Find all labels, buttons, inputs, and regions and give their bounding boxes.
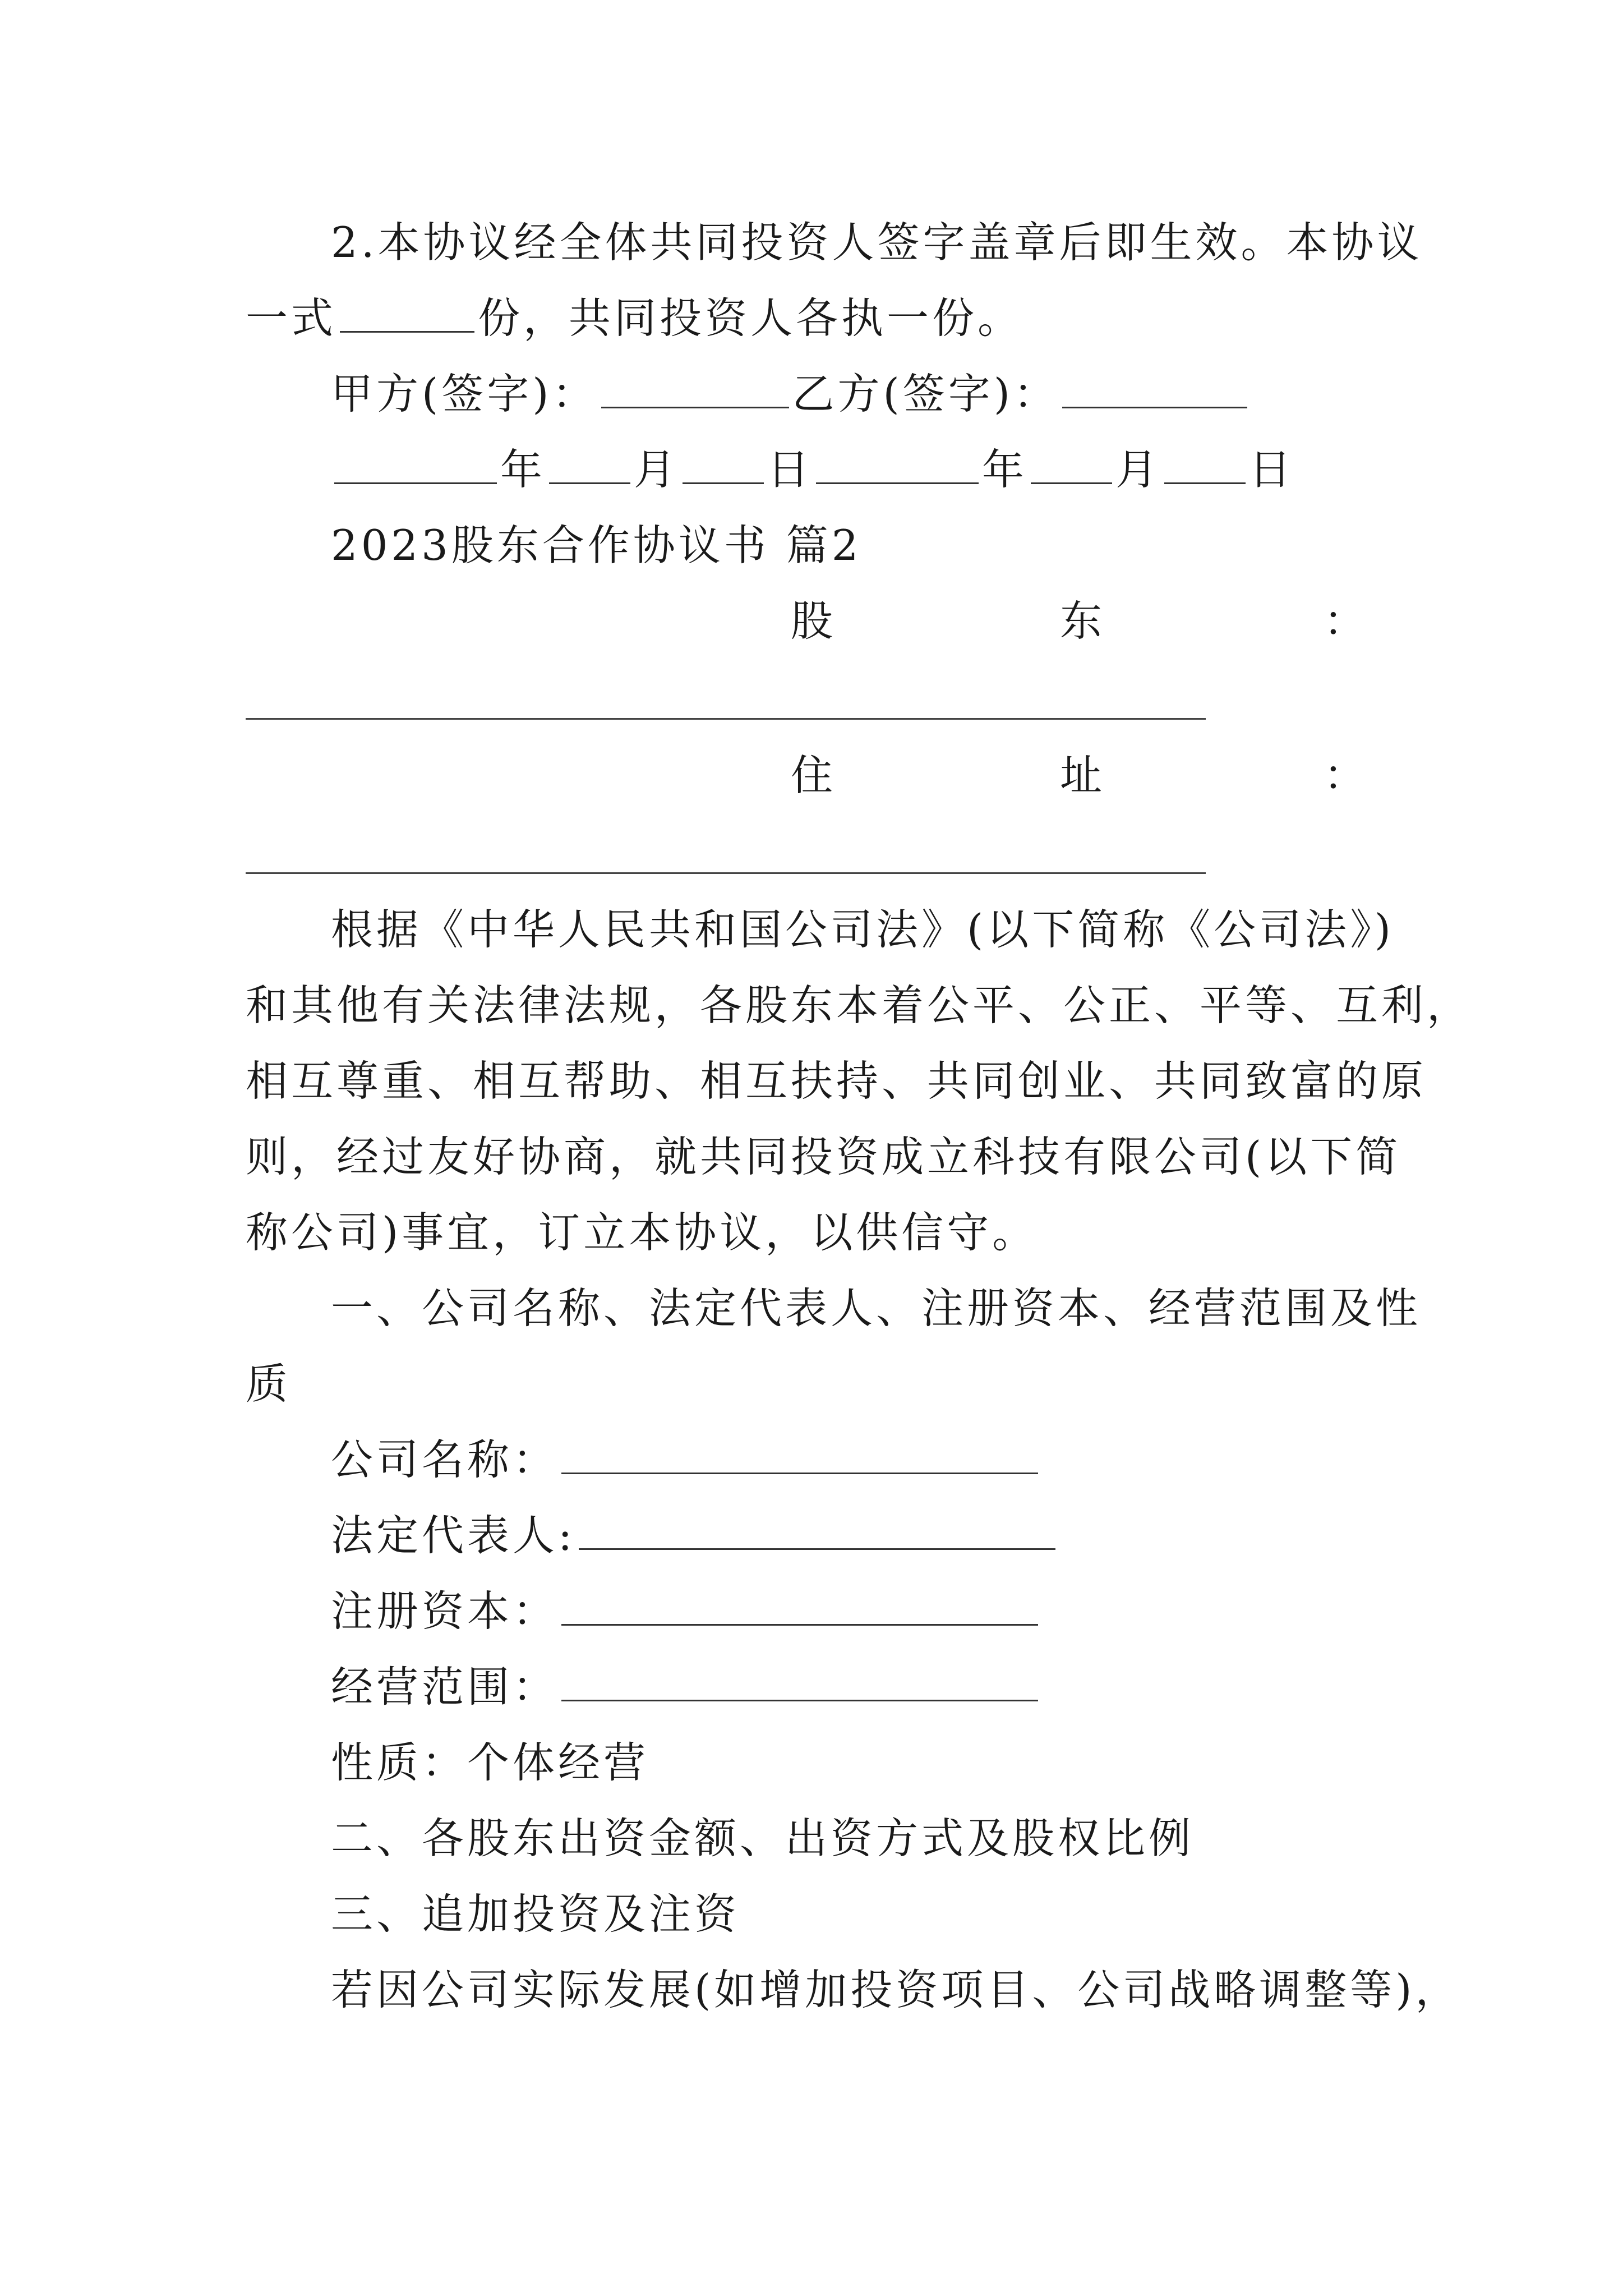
intro-line-5: 称公司)事宜，订立本协议，以供信守。 <box>246 1208 1038 1257</box>
day-blank-a <box>683 449 764 484</box>
address-char-1: 住 <box>791 751 833 800</box>
scope-blank <box>561 1666 1038 1701</box>
section-2-heading: 二、各股东出资金额、出资方式及股权比例 <box>331 1814 1195 1863</box>
copies-blank <box>340 297 474 333</box>
shareholder-char-2: 东 <box>1060 596 1103 646</box>
clause-2-text-a: 一式 <box>246 293 337 343</box>
clause-2-line-2 <box>246 293 1023 343</box>
address-colon: ： <box>1324 751 1366 800</box>
legal-rep-label: 法定代表人: <box>331 1511 576 1560</box>
section-1-heading-line-1: 一、公司名称、法定代表人、注册资本、经营范围及性 <box>331 1283 1422 1333</box>
legal-rep-field <box>331 1511 1059 1560</box>
party-b-label: 乙方(签字)： <box>792 369 1059 418</box>
year-blank-b <box>816 449 979 484</box>
month-blank-a <box>549 449 630 484</box>
shareholder-colon: ： <box>1324 596 1366 646</box>
date-line <box>331 445 1295 494</box>
signature-line <box>331 369 1251 418</box>
nature-line: 性质：个体经营 <box>331 1738 649 1787</box>
intro-line-3: 相互尊重、相互帮助、相互扶持、共同创业、共同致富的原 <box>246 1056 1427 1106</box>
clause-2-line-1: 2.本协议经全体共同投资人签字盖章后即生效。本协议 <box>331 218 1423 267</box>
section-3-body-line-1: 若因公司实际发展(如增加投资项目、公司战略调整等)， <box>331 1965 1461 2014</box>
intro-line-4: 则，经过友好协商，就共同投资成立科技有限公司(以下简 <box>246 1132 1401 1181</box>
day-label-b: 日 <box>1249 445 1295 494</box>
company-name-label: 公司名称： <box>331 1435 559 1484</box>
capital-field <box>331 1586 1041 1636</box>
document-heading: 2023股东合作协议书 篇2 <box>331 521 862 570</box>
capital-blank <box>561 1590 1038 1626</box>
company-name-blank <box>561 1439 1038 1474</box>
intro-line-1: 根据《中华人民共和国公司法》(以下简称《公司法》) <box>331 905 1395 954</box>
party-a-signature-blank <box>601 373 789 408</box>
section-1-heading-line-2: 质 <box>246 1359 292 1409</box>
party-a-label: 甲方(签字)： <box>331 369 598 418</box>
shareholder-char-1: 股 <box>791 596 833 646</box>
section-3-heading: 三、追加投资及注资 <box>331 1889 740 1939</box>
capital-label: 注册资本： <box>331 1586 559 1636</box>
intro-line-2: 和其他有关法律法规，各股东本着公平、公正、平等、互利， <box>246 981 1473 1030</box>
month-blank-b <box>1031 449 1112 484</box>
year-label-a: 年 <box>500 445 546 494</box>
day-label-a: 日 <box>767 445 813 494</box>
address-char-2: 址 <box>1060 751 1103 800</box>
scope-field <box>331 1662 1041 1711</box>
address-underline <box>246 872 1206 874</box>
year-blank-a <box>334 449 497 484</box>
clause-2-text-b: 份，共同投资人各执一份。 <box>478 293 1023 343</box>
year-label-b: 年 <box>982 445 1028 494</box>
scope-label: 经营范围： <box>331 1662 559 1711</box>
month-label-a: 月 <box>634 445 680 494</box>
shareholder-underline <box>246 718 1206 720</box>
legal-rep-blank <box>579 1515 1055 1550</box>
party-b-signature-blank <box>1062 373 1247 408</box>
company-name-field <box>331 1435 1041 1484</box>
day-blank-b <box>1164 449 1246 484</box>
month-label-b: 月 <box>1115 445 1161 494</box>
